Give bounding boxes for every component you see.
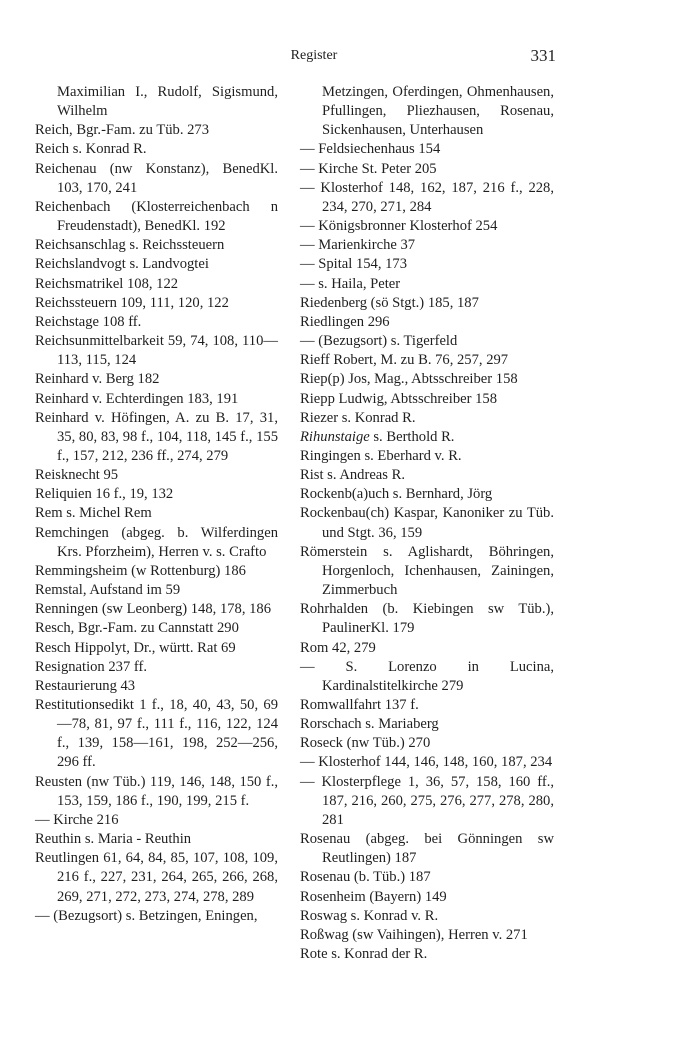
index-entry: Rem s. Michel Rem [35, 505, 152, 522]
index-entry: Roswag s. Konrad v. R. [300, 907, 439, 924]
index-entry: Riedenberg (sö Stgt.) 185, 187 [300, 294, 479, 311]
index-entry: Reisknecht 95 [35, 467, 119, 484]
index-entry: Reich, Bgr.-Fam. zu Tüb. 273 [35, 122, 210, 139]
index-subentry: — Königsbronner Klosterhof 254 [300, 218, 498, 235]
index-entry: Reichenbach (Klosterreichenbach n Freudenstadt), BenedKl. 192 [35, 198, 278, 235]
index-entry: Reichssteuern 109, 111, 120, 122 [35, 294, 229, 311]
index-entry-continued: Metzingen, Oferdingen, Ohmenhausen, Pfullingen, Pliezhausen, Rosenau, Sickenhausen, Unterhausen [322, 84, 554, 139]
index-entry: Reuthin s. Maria - Reuthin [35, 831, 192, 848]
index-entry: Restitutionsedikt 1 f., 18, 40, 43, 50, 69—78, 81, 97 f., 111 f., 116, 122, 124 f., 139, 158—161, 198, 252—256, 296 ff. [35, 697, 278, 771]
index-entry: Rockenb(a)uch s. Bernhard, Jörg [300, 486, 493, 503]
index-entry: Rote s. Konrad der R. [300, 946, 428, 963]
index-subentry: — Klosterhof 148, 162, 187, 216 f., 228, 234, 270, 271, 284 [300, 179, 554, 215]
index-entry: Resch Hippolyt, Dr., württ. Rat 69 [35, 639, 236, 656]
running-header: Register [290, 48, 338, 63]
index-entry: Reich s. Konrad R. [35, 141, 147, 158]
index-subentry: — Klosterhof 144, 146, 148, 160, 187, 234 [300, 754, 553, 771]
index-subentry: — Kirche 216 [35, 811, 119, 828]
index-entry: Rosenau (abgeg. bei Gönningen sw Reutlingen) 187 [300, 831, 554, 867]
index-subentry: — Marienkirche 37 [300, 237, 416, 254]
index-entry: Riezer s. Konrad R. [300, 409, 416, 426]
index-column-right [300, 83, 554, 964]
index-entry: Riedlingen 296 [300, 313, 390, 330]
index-entry: Resch, Bgr.-Fam. zu Cannstatt 290 [35, 620, 239, 637]
index-entry: Reichstage 108 ff. [35, 313, 142, 330]
index-entry: Riepp Ludwig, Abtsschreiber 158 [300, 390, 497, 407]
index-entry: Rorschach s. Mariaberg [300, 716, 439, 733]
index-subentry: — S. Lorenzo in Lucina, Kardinalstitelkirche 279 [300, 658, 554, 694]
index-entry: Reinhard v. Höfingen, A. zu B. 17, 31, 35, 80, 83, 98 f., 104, 118, 145 f., 155 f., 157, 212, 236 ff., 274, 279 [35, 409, 278, 464]
index-entry: Reusten (nw Tüb.) 119, 146, 148, 150 f., 153, 159, 186 f., 190, 199, 215 f. [35, 773, 278, 809]
index-entry: Restaurierung 43 [35, 677, 136, 694]
index-entry: Rosenau (b. Tüb.) 187 [300, 869, 431, 886]
index-entry: Ringingen s. Eberhard v. R. [300, 447, 462, 464]
italic-headword: Rihunstaige [300, 428, 370, 445]
index-entry: Rom 42, 279 [300, 639, 376, 656]
index-entry: Rockenbau(ch) Kaspar, Kanoniker zu Tüb. und Stgt. 36, 159 [300, 505, 554, 541]
index-entry: Reichslandvogt s. Landvogtei [35, 256, 209, 273]
index-entry: Remchingen (abgeg. b. Wilferdingen Krs. Pforzheim), Herren v. s. Crafto [35, 524, 278, 560]
index-entry: Reichsunmittelbarkeit 59, 74, 108, 110—113, 115, 124 [35, 333, 278, 369]
index-entry: Reutlingen 61, 64, 84, 85, 107, 108, 109, 216 f., 227, 231, 264, 265, 266, 268, 269, 271, 272, 273, 274, 278, 289 [35, 850, 278, 905]
index-subentry: — Feldsiechenhaus 154 [300, 141, 441, 158]
index-entry: Reinhard v. Echterdingen 183, 191 [35, 390, 239, 407]
index-entry: Rihunstaige s. Berthold R. [300, 428, 455, 445]
index-entry: Rist s. Andreas R. [300, 467, 405, 484]
index-entry: Reinhard v. Berg 182 [35, 371, 160, 388]
index-entry: Rohrhalden (b. Kiebingen sw Tüb.), PaulinerKl. 179 [300, 601, 554, 637]
index-entry: Rieff Robert, M. zu B. 76, 257, 297 [300, 352, 509, 369]
index-entry: Reliquien 16 f., 19, 132 [35, 486, 174, 503]
index-entry: Reichenau (nw Konstanz), BenedKl. 103, 170, 241 [35, 160, 278, 196]
index-entry: Riep(p) Jos, Mag., Abtsschreiber 158 [300, 371, 518, 388]
index-entry: Resignation 237 ff. [35, 658, 148, 675]
index-subentry: — Kirche St. Peter 205 [300, 160, 437, 177]
index-entry: Romwallfahrt 137 f. [300, 697, 419, 713]
index-entry: Maximilian I., Rudolf, Sigismund, Wilhelm [57, 84, 278, 120]
index-entry: Römerstein s. Aglishardt, Böhringen, Horgenloch, Ichenhausen, Zainingen, Zimmerbuch [300, 543, 554, 599]
index-subentry: — Klosterpflege 1, 36, 57, 158, 160 ff., 187, 216, 260, 275, 276, 277, 278, 280, 281 [300, 773, 554, 828]
index-entry: Roseck (nw Tüb.) 270 [300, 735, 431, 752]
index-entry: Remstal, Aufstand im 59 [35, 582, 181, 599]
index-entry: Reichsmatrikel 108, 122 [35, 275, 179, 292]
index-subentry: — (Bezugsort) s. Tigerfeld [300, 333, 458, 350]
page-number: 331 [530, 46, 556, 65]
index-subentry: — (Bezugsort) s. Betzingen, Eningen, [35, 907, 258, 924]
index-subentry: — Spital 154, 173 [300, 256, 408, 273]
index-column-left [35, 83, 278, 926]
index-entry: Rosenheim (Bayern) 149 [300, 888, 447, 905]
index-entry: Reichsanschlag s. Reichssteuern [35, 237, 225, 254]
index-entry: Renningen (sw Leonberg) 148, 178, 186 [35, 601, 272, 618]
index-entry: Roßwag (sw Vaihingen), Herren v. 271 [300, 926, 528, 943]
index-subentry: — s. Haila, Peter [300, 275, 401, 292]
index-entry: Remmingsheim (w Rottenburg) 186 [35, 562, 246, 579]
